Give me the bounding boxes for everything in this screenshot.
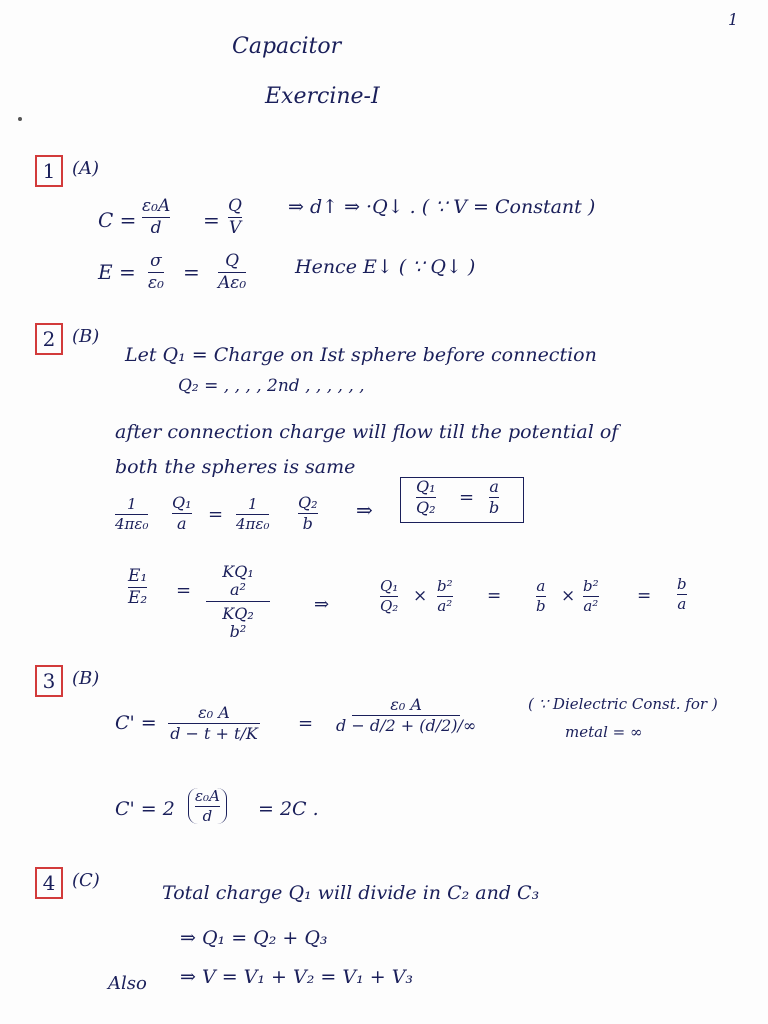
q3-answer: (B) [72,668,100,689]
q2-eq1-c-num: 1 [247,495,258,513]
q2-eq2-bot-den: b² [229,621,247,641]
q3-f2-den: d − d/2 + (d/2)/∞ [336,715,477,735]
q2-box-frac1 [416,478,436,516]
q1-f4-den: Aε₀ [218,272,247,293]
q2-eq2-lhs [128,567,147,607]
q2-eq1-d [298,494,318,532]
q2-eq2-r3-den: b [536,596,546,615]
q2-eq1-a-den: 4πε₀ [115,514,149,533]
q2-box-num1: Q₁ [416,477,436,496]
question-number-1: 1 [35,155,63,187]
page-number: 1 [728,10,739,29]
q2-eq2-r4 [583,578,599,614]
q3-line2-frac [188,788,227,824]
q2-eq2-r2 [437,578,453,614]
q2-eq2-eq: = [176,580,192,601]
q2-eq2-eq3: = [637,586,652,606]
q3-note-line2: metal = ∞ [565,723,643,741]
q2-box-eq: = [459,487,475,508]
q4-line3: ⇒ V = V₁ + V₂ = V₁ + V₃ [180,966,414,988]
q2-eq1-eq: = [208,504,224,525]
q2-eq1-c [236,496,269,532]
question-number-3: 3 [35,665,63,697]
q2-box-num2: a [489,477,499,496]
q2-box-den1: Q₂ [416,497,436,517]
q2-eq2-r4-den: a² [583,596,599,615]
q4-line3-label: Also [108,973,147,994]
q2-eq2-arrow: ⇒ [314,594,330,615]
q2-eq2-r5-num: b [677,575,687,593]
q1-line1-lhs: C = [98,208,137,232]
page-title: Capacitor [232,34,342,59]
q3-eq: = [298,713,314,734]
q2-eq2-r1-num: Q₁ [380,577,399,595]
q2-eq2-r3 [536,578,546,614]
q2-eq2-top-num: KQ₁ [222,562,254,581]
q2-eq1-a [115,496,148,532]
q3-line2-rest: = 2C . [258,798,319,820]
q2-eq1-b-den: a [176,513,187,533]
q2-eq2-r1 [380,578,398,614]
q4-line2: ⇒ Q₁ = Q₂ + Q₃ [180,927,328,949]
page-subtitle: Exercine-I [265,84,380,109]
q1-f2-den: V [228,217,242,238]
q3-f1-den: d − t + t/K [170,723,258,743]
q2-eq2-r5 [677,576,687,612]
fraction-bar [206,601,270,602]
q1-line1-eq: = [203,208,220,232]
q2-eq2-r4-num: b² [583,577,599,595]
q1-answer: (A) [72,158,100,179]
q2-line4: both the spheres is same [115,456,356,478]
q2-eq1-d-den: b [302,513,313,533]
q2-line3: after connection charge will flow till the potential of [115,421,619,443]
q2-eq2-bot-num: KQ₂ [222,604,254,624]
q2-eq2-r3-num: a [536,577,546,595]
q2-eq2-top-den: a² [230,579,246,599]
q2-eq2-big [206,563,270,640]
q2-eq2-x2: × [561,586,576,606]
q2-eq1-b-num: Q₁ [172,493,192,512]
q2-box-frac2 [489,478,499,516]
q2-eq2-x: × [413,586,428,606]
q2-box-den2: b [489,497,500,517]
q1-f1-num: ε₀A [142,196,171,216]
q1-line2-rest: Hence E↓ ( ∵ Q↓ ) [295,256,476,278]
q1-frac-qae [218,252,246,292]
q2-line2: Q₂ = , , , , 2nd , , , , , , [178,376,365,396]
q2-eq2-r1-den: Q₂ [380,596,399,615]
q1-f3-num: σ [150,251,162,271]
q1-f4-num: Q [225,251,240,271]
q3-note-line1: ( ∵ Dielectric Const. for ) [528,695,718,713]
q4-line1: Total charge Q₁ will divide in C₂ and C₃ [162,882,540,904]
q3-frac2 [336,696,476,734]
q1-f1-den: d [150,217,162,238]
q3-line2-lhs: C' = 2 [115,798,175,820]
question-number-4: 4 [35,867,63,899]
q1-frac-qv [228,197,242,237]
q2-eq2-eq2: = [487,586,502,606]
q3-frac1 [168,704,260,742]
q2-eq1-arrow: ⇒ [356,498,373,522]
q2-eq2-lhs-num: E₁ [128,566,148,586]
q1-frac-capacitance [142,197,170,237]
q3-f1-num: ε₀ A [198,703,230,722]
margin-dot [18,117,22,121]
q2-eq2-r5-den: a [677,594,687,613]
q2-eq1-d-num: Q₂ [298,493,318,512]
q1-line1-rest: ⇒ d↑ ⇒ ·Q↓ . ( ∵ V = Constant ) [288,196,596,218]
q1-f2-num: Q [228,196,242,216]
q2-eq1-c-den: 4πε₀ [236,514,270,533]
q2-eq1-b [172,494,192,532]
q2-answer: (B) [72,326,100,347]
question-number-2: 2 [35,323,63,355]
q3-f2-num: ε₀ A [390,695,422,714]
q3-line2-den: d [202,806,213,825]
q2-eq2-r2-num: b² [437,577,453,595]
q1-f3-den: ε₀ [148,272,164,293]
q1-line2-eq: = [183,260,200,284]
q1-line2-lhs: E = [98,260,136,284]
q2-eq2-r2-den: a² [437,596,453,615]
q2-eq1-a-num: 1 [126,495,137,513]
q2-line1: Let Q₁ = Charge on Ist sphere before connection [125,344,597,366]
q3-line2-num: ε₀A [195,787,220,805]
q1-frac-sigma [148,252,164,292]
q4-answer: (C) [72,870,100,891]
q2-eq2-lhs-den: E₂ [128,587,148,608]
q3-lhs: C' = [115,712,157,734]
